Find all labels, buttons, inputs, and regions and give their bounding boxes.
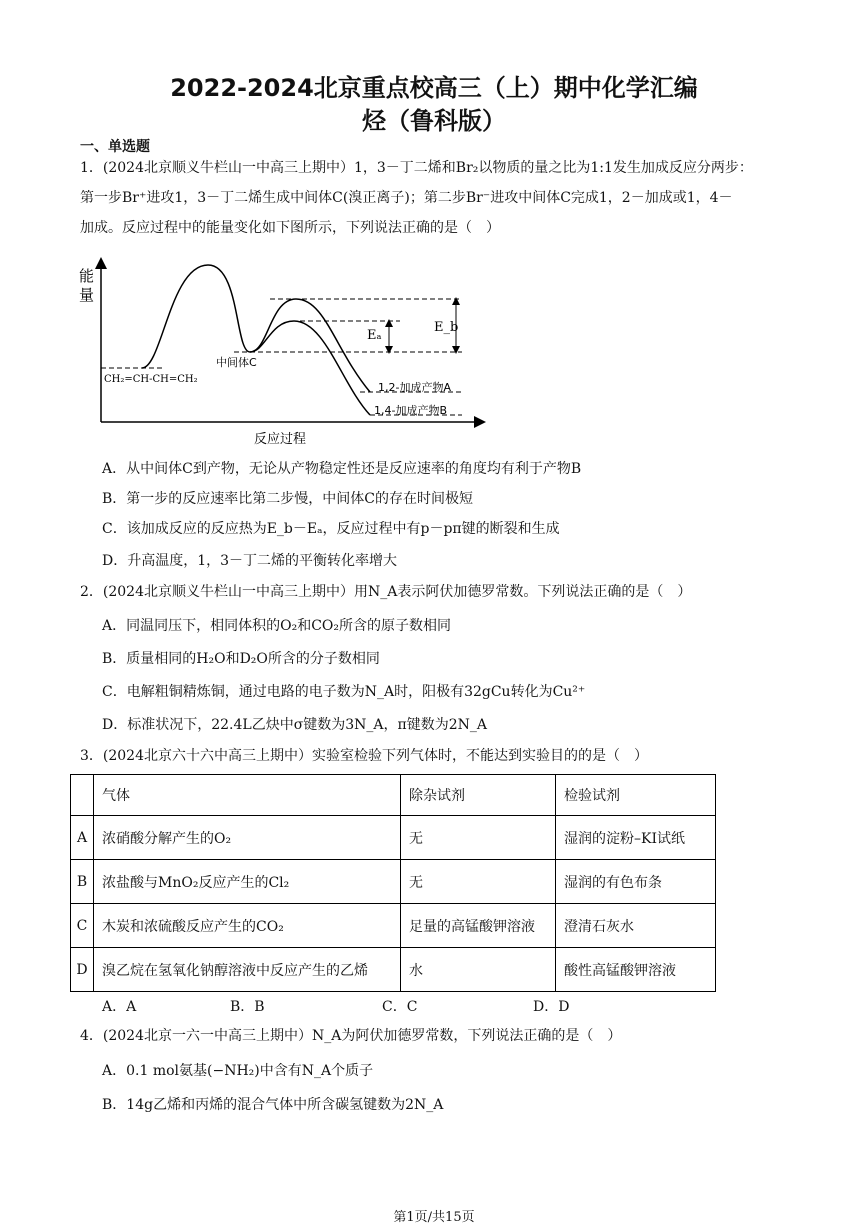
q2-option-a: A．同温同压下，相同体积的O₂和CO₂所含的原子数相同 bbox=[102, 618, 452, 634]
table-cell: D bbox=[71, 948, 94, 992]
table-cell: 浓硝酸分解产生的O₂ bbox=[94, 816, 401, 860]
table-cell: 湿润的淀粉–KI试纸 bbox=[556, 816, 716, 860]
q1-stem-line1: 1．(2024北京顺义牛栏山一中高三上期中）1，3－丁二烯和Br₂以物质的量之比为1:1发生加成反应分两步： bbox=[80, 160, 753, 176]
q1-option-c: C．该加成反应的反应热为E_b－Eₐ，反应过程中有p－pπ键的断裂和生成 bbox=[102, 521, 560, 537]
table-cell: 酸性高锰酸钾溶液 bbox=[556, 948, 716, 992]
table-cell: A bbox=[71, 816, 94, 860]
q2-option-d: D．标准状况下，22.4L乙炔中σ键数为3N_A，π键数为2N_A bbox=[102, 717, 487, 733]
q2-option-c: C．电解粗铜精炼铜，通过电路的电子数为N_A时，阳极有32gCu转化为Cu²⁺ bbox=[102, 684, 586, 700]
eb-label: E_b bbox=[434, 320, 459, 335]
q3-answer-a: A．A bbox=[102, 999, 137, 1015]
q1-option-b: B．第一步的反应速率比第二步慢，中间体C的存在时间极短 bbox=[102, 491, 473, 507]
first-step-curve bbox=[142, 265, 250, 368]
q3-table bbox=[70, 774, 716, 992]
x-axis-label: 反应过程 bbox=[254, 432, 307, 447]
table-cell: 澄清石灰水 bbox=[556, 904, 716, 948]
y-axis-label-1: 能 bbox=[79, 267, 95, 285]
table-cell: 足量的高锰酸钾溶液 bbox=[401, 904, 556, 948]
table-cell: 水 bbox=[401, 948, 556, 992]
table-header-cell: 气体 bbox=[94, 775, 401, 816]
q4-option-a: A．0.1 mol氨基(−NH₂)中含有N_A个质子 bbox=[102, 1063, 374, 1079]
q1-option-a: A．从中间体C到产物，无论从产物稳定性还是反应速率的角度均有利于产物B bbox=[102, 461, 582, 477]
table-cell: 湿润的有色布条 bbox=[556, 860, 716, 904]
table-cell: B bbox=[71, 860, 94, 904]
q3-answer-b: B．B bbox=[230, 999, 265, 1015]
q1-stem-line2: 第一步Br⁺进攻1，3－丁二烯生成中间体C(溴正离子)；第二步Br⁻进攻中间体C完成1，2－加成或1，4－ bbox=[80, 190, 733, 206]
q4-stem: 4．(2024北京一六一中高三上期中）N_A为阿伏加德罗常数，下列说法正确的是（ ） bbox=[80, 1028, 622, 1044]
table-row bbox=[71, 904, 716, 948]
q3-stem: 3．(2024北京六十六中高三上期中）实验室检验下列气体时，不能达到实验目的的是（ ） bbox=[80, 748, 648, 764]
q1-option-d: D．升高温度，1，3－丁二烯的平衡转化率增大 bbox=[102, 553, 398, 569]
q2-option-b: B．质量相同的H₂O和D₂O所含的分子数相同 bbox=[102, 651, 380, 667]
table-cell: 浓盐酸与MnO₂反应产生的Cl₂ bbox=[94, 860, 401, 904]
q2-stem: 2．(2024北京顺义牛栏山一中高三上期中）用N_A表示阿伏加德罗常数。下列说法正确的是（ ） bbox=[80, 584, 692, 600]
product-b-label: 1,4-加成产物B bbox=[374, 404, 448, 417]
q4-option-b: B．14g乙烯和丙烯的混合气体中所含碳氢键数为2N_A bbox=[102, 1097, 444, 1113]
table-header-row bbox=[71, 775, 716, 816]
q1-stem-line3: 加成。反应过程中的能量变化如下图所示，下列说法正确的是（ ） bbox=[80, 220, 500, 236]
table-row bbox=[71, 860, 716, 904]
path-to-product-a bbox=[250, 299, 370, 392]
ea-label: Eₐ bbox=[367, 328, 382, 343]
energy-diagram bbox=[70, 255, 490, 450]
product-a-label: 1,2-加成产物A bbox=[378, 381, 451, 394]
path-to-product-b bbox=[250, 321, 370, 415]
table-header-cell bbox=[71, 775, 94, 816]
y-axis-label-2: 量 bbox=[79, 286, 95, 304]
table-cell: 溴乙烷在氢氧化钠醇溶液中反应产生的乙烯 bbox=[94, 948, 401, 992]
intermediate-label: 中间体C bbox=[216, 356, 257, 369]
table-cell: 无 bbox=[401, 816, 556, 860]
table-cell: 木炭和浓硫酸反应产生的CO₂ bbox=[94, 904, 401, 948]
page-title-line2: 烃（鲁科版） bbox=[362, 107, 506, 135]
q3-answer-d: D．D bbox=[533, 999, 570, 1015]
table-cell: C bbox=[71, 904, 94, 948]
table-header-cell: 除杂试剂 bbox=[401, 775, 556, 816]
table-row bbox=[71, 948, 716, 992]
table-cell: 无 bbox=[401, 860, 556, 904]
reactant-label: CH₂=CH-CH=CH₂ bbox=[104, 374, 198, 385]
section-heading: 一、单选题 bbox=[80, 139, 150, 155]
table-header-cell: 检验试剂 bbox=[556, 775, 716, 816]
q3-answer-c: C．C bbox=[382, 999, 418, 1015]
page-title-line1: 2022-2024北京重点校高三（上）期中化学汇编 bbox=[170, 74, 698, 102]
table-row bbox=[71, 816, 716, 860]
page-number: 第1页/共15页 bbox=[393, 1210, 475, 1225]
